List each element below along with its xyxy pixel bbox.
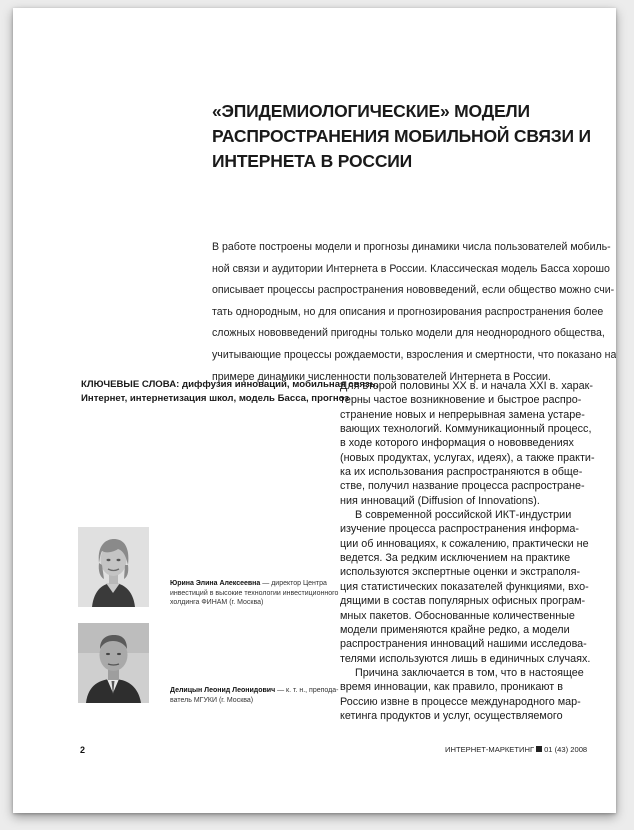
body-line: терны частое возникновение и быстрое распро- <box>340 394 582 407</box>
square-separator-icon <box>536 746 542 752</box>
abstract-line: примере динамики численности пользователей Интернета в России. <box>212 370 551 383</box>
body-line: Для второй половины XX в. и начала XXI в. харак- <box>340 380 593 392</box>
author-line <box>170 579 340 589</box>
body-line: ции об инновациях, к сожалению, практически не <box>340 537 589 550</box>
journal-issue: 01 (43) 2008 <box>544 745 588 754</box>
body-line: кетинга продуктов и услуг, осуществляемого <box>340 709 563 722</box>
author-line: холдинга ФИНАМ (г. Москва) <box>170 599 264 607</box>
article-abstract <box>212 237 616 388</box>
body-line: модели применяются крайне редко, а модели <box>340 623 570 636</box>
author-info-2 <box>170 686 340 705</box>
author-name: Делицын Леонид Леонидович <box>170 687 276 694</box>
body-line: стве, получил название процесса распростране- <box>340 480 585 493</box>
title-line: РАСПРОСТРАНЕНИЯ МОБИЛЬНОЙ СВЯЗИ И <box>212 126 591 146</box>
body-line: изучение процесса распространения информа- <box>340 523 579 536</box>
body-line: время инновации, как правило, проникают в <box>340 681 563 694</box>
title-line: «ЭПИДЕМИОЛОГИЧЕСКИЕ» МОДЕЛИ <box>212 101 530 121</box>
body-line: странение новых и непрерывная замена устаре- <box>340 408 585 421</box>
keywords <box>81 378 379 405</box>
author-line: ватель МГУКИ (г. Москва) <box>170 696 254 704</box>
title-line: ИНТЕРНЕТА В РОССИИ <box>212 151 413 171</box>
body-line: дящими в состав популярных офисных програм- <box>340 595 586 608</box>
abstract-line: описывает процессы распространения нововведений, если общество можно счи- <box>212 284 615 297</box>
article-body <box>340 379 602 723</box>
author-role: — к. т. н., препода- <box>275 687 339 694</box>
body-line: ция статистических показателей функциями, вхо- <box>340 580 589 593</box>
body-line: вающих технологий. Коммуникационный процесс, <box>340 423 592 436</box>
author-photo-2 <box>78 623 149 703</box>
article-title <box>212 99 592 174</box>
woman-portrait-icon <box>78 527 149 607</box>
author-role: — директор Центра <box>260 580 327 587</box>
body-line: ведется. За редким исключением на практике <box>340 552 571 565</box>
man-portrait-icon <box>78 623 149 703</box>
journal-footer <box>445 745 587 754</box>
body-line: ния инноваций (Diffusion of Innovations). <box>340 494 540 507</box>
journal-name: ИНТЕРНЕТ-МАРКЕТИНГ <box>445 745 535 754</box>
body-line: мных пакетов. Обоснованные количественные <box>340 609 575 622</box>
keywords-line: Интернет, интернетизация школ, модель Басса, прогноз <box>81 392 350 404</box>
abstract-line: учитывающие процессы рождаемости, взросления и смертности, что показано на <box>212 348 616 361</box>
author-photo-1 <box>78 527 149 607</box>
body-line: В современной российской ИКТ-индустрии <box>355 509 572 522</box>
magazine-page <box>13 8 616 813</box>
page-number: 2 <box>80 745 86 755</box>
body-line: (новых продуктах, услугах, идеях), а также практи- <box>340 451 595 464</box>
author-info-1 <box>170 579 340 608</box>
author-line <box>170 686 340 696</box>
body-line: Россию извне в процессе международного мар- <box>340 695 581 708</box>
keywords-line: КЛЮЧЕВЫЕ СЛОВА: диффузия инноваций, мобильная связь, <box>81 379 379 390</box>
abstract-line: ной связи и аудитории Интернета в России. Классическая модель Басса хорошо <box>212 262 610 275</box>
body-line: используются экспертные оценки и экстраполя- <box>340 566 581 579</box>
body-line: ка их использования распространяются в обще- <box>340 466 583 479</box>
author-line: инвестиций в высокие технологии инвестиционного <box>170 589 339 597</box>
abstract-line: В работе построены модели и прогнозы динамики числа пользователей мобиль- <box>212 241 611 253</box>
abstract-line: сложных нововведений пригодны только модели для неоднородного общества, <box>212 327 605 340</box>
body-line: распространения инноваций нашими исследова- <box>340 638 587 651</box>
author-name: Юрина Элина Алексеевна <box>170 580 261 587</box>
body-line: Причина заключается в том, что в настоящее <box>355 666 584 679</box>
abstract-line: тать однородным, но для описания и прогнозирования распространения более <box>212 305 604 318</box>
body-line: в ходе которого информация о нововведениях <box>340 437 574 450</box>
body-line: телями используются лишь в единичных случаях. <box>340 652 591 665</box>
